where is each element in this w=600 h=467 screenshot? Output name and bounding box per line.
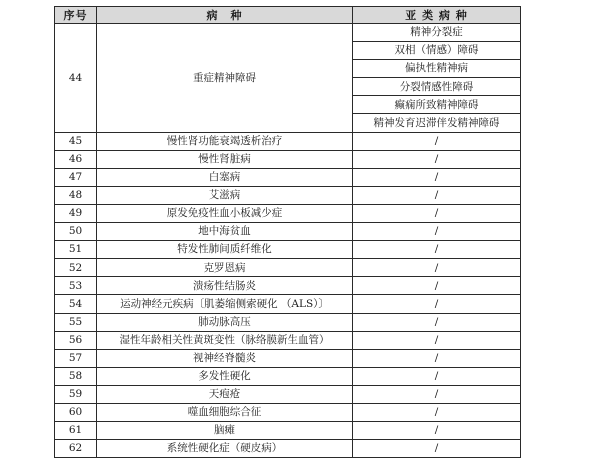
serial-number-cell: 58: [55, 367, 97, 385]
table-row: [55, 313, 521, 331]
disease-name-cell: 原发免疫性血小板减少症: [97, 204, 353, 222]
serial-number-cell: 47: [55, 168, 97, 186]
table-row: [55, 259, 521, 277]
subtype-cell: 偏执性精神病: [353, 60, 521, 78]
serial-number-cell: 49: [55, 204, 97, 222]
subtype-cell: 癫痫所致精神障碍: [353, 96, 521, 114]
serial-number-cell: 48: [55, 186, 97, 204]
disease-name-cell: 肺动脉高压: [97, 313, 353, 331]
serial-number-cell: 45: [55, 132, 97, 150]
subtype-cell: /: [353, 168, 521, 186]
table-body: [55, 24, 521, 458]
header-serial-number: 序号: [55, 7, 97, 24]
header-disease-name: 病 种: [97, 7, 353, 24]
disease-name-cell: 噬血细胞综合征: [97, 403, 353, 421]
table-row: [55, 440, 521, 458]
serial-number-cell: 53: [55, 277, 97, 295]
serial-number-cell: 51: [55, 241, 97, 259]
table-header: [55, 7, 521, 24]
serial-number-cell: 55: [55, 313, 97, 331]
header-subtype: 亚 类 病 种: [353, 7, 521, 24]
subtype-cell: /: [353, 241, 521, 259]
serial-number-cell: 52: [55, 259, 97, 277]
table-row: [55, 422, 521, 440]
subtype-cell: /: [353, 440, 521, 458]
table-row: [55, 223, 521, 241]
table-row: [55, 295, 521, 313]
serial-number-cell: 44: [55, 24, 97, 133]
table-row: [55, 150, 521, 168]
disease-name-cell: 系统性硬化症（硬皮病）: [97, 440, 353, 458]
disease-name-cell: 克罗恩病: [97, 259, 353, 277]
subtype-cell: /: [353, 223, 521, 241]
disease-name-cell: 慢性肾脏病: [97, 150, 353, 168]
subtype-cell: 精神发育迟滞伴发精神障碍: [353, 114, 521, 132]
subtype-cell: /: [353, 204, 521, 222]
subtype-cell: /: [353, 277, 521, 295]
disease-name-cell: 重症精神障碍: [97, 24, 353, 133]
table-row: [55, 331, 521, 349]
subtype-cell: /: [353, 422, 521, 440]
disease-name-cell: 湿性年龄相关性黄斑变性（脉络膜新生血管）: [97, 331, 353, 349]
subtype-cell: /: [353, 186, 521, 204]
table-row: [55, 132, 521, 150]
serial-number-cell: 60: [55, 403, 97, 421]
disease-name-cell: 地中海贫血: [97, 223, 353, 241]
disease-name-cell: 特发性肺间质纤维化: [97, 241, 353, 259]
serial-number-cell: 50: [55, 223, 97, 241]
table-row: [55, 241, 521, 259]
subtype-cell: /: [353, 367, 521, 385]
table-row: [55, 168, 521, 186]
table-row: [55, 186, 521, 204]
subtype-cell: /: [353, 132, 521, 150]
table-row: [55, 277, 521, 295]
subtype-cell: /: [353, 385, 521, 403]
subtype-cell: /: [353, 349, 521, 367]
serial-number-cell: 56: [55, 331, 97, 349]
serial-number-cell: 57: [55, 349, 97, 367]
serial-number-cell: 59: [55, 385, 97, 403]
disease-name-cell: 天疱疮: [97, 385, 353, 403]
disease-name-cell: 视神经脊髓炎: [97, 349, 353, 367]
disease-name-cell: 多发性硬化: [97, 367, 353, 385]
disease-name-cell: 艾滋病: [97, 186, 353, 204]
subtype-cell: 分裂情感性障碍: [353, 78, 521, 96]
disease-name-cell: 白塞病: [97, 168, 353, 186]
subtype-cell: /: [353, 313, 521, 331]
serial-number-cell: 62: [55, 440, 97, 458]
serial-number-cell: 61: [55, 422, 97, 440]
subtype-cell: /: [353, 403, 521, 421]
table-row: [55, 349, 521, 367]
disease-name-cell: 慢性肾功能衰竭透析治疗: [97, 132, 353, 150]
subtype-cell: /: [353, 331, 521, 349]
header-row: [55, 7, 521, 24]
disease-name-cell: 溃疡性结肠炎: [97, 277, 353, 295]
table-row: [55, 24, 521, 42]
table-row: [55, 367, 521, 385]
table-row: [55, 204, 521, 222]
subtype-cell: 精神分裂症: [353, 24, 521, 42]
subtype-cell: /: [353, 259, 521, 277]
subtype-cell: /: [353, 295, 521, 313]
disease-name-cell: 运动神经元疾病〔肌萎缩侧索硬化 （ALS）〕: [97, 295, 353, 313]
serial-number-cell: 54: [55, 295, 97, 313]
subtype-cell: 双相（情感）障碍: [353, 42, 521, 60]
disease-name-cell: 脑瘫: [97, 422, 353, 440]
serial-number-cell: 46: [55, 150, 97, 168]
subtype-cell: /: [353, 150, 521, 168]
disease-table: [54, 6, 521, 458]
table-row: [55, 403, 521, 421]
table-row: [55, 385, 521, 403]
